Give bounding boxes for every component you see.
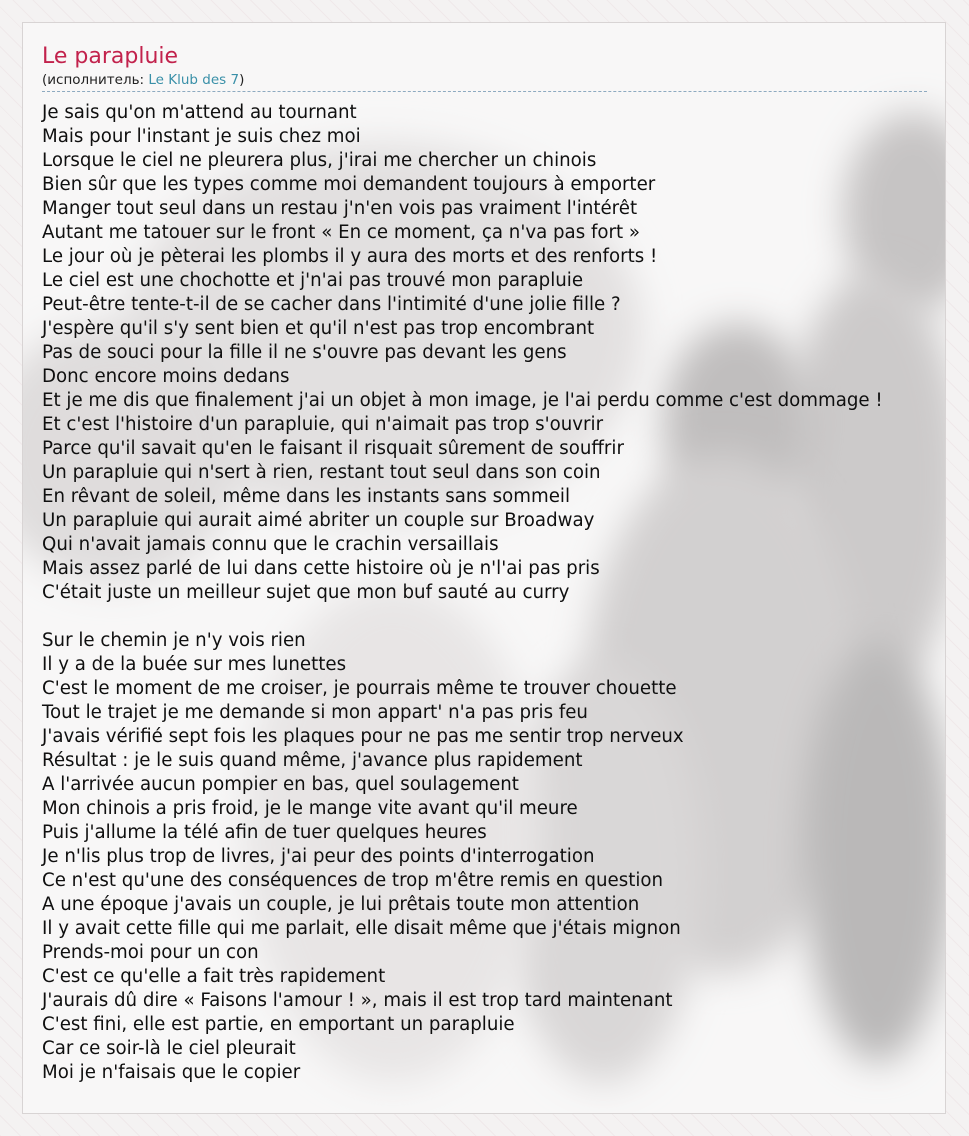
lyric-line: C'est ce qu'elle a fait très rapidement <box>42 966 386 987</box>
lyric-line: Parce qu'il savait qu'en le faisant il risquait sûrement de souffrir <box>42 438 624 459</box>
lyric-line: Mais assez parlé de lui dans cette histoire où je n'l'ai pas pris <box>42 558 600 579</box>
lyric-line: Ce n'est qu'une des conséquences de trop m'être remis en question <box>42 870 664 891</box>
lyric-line: Qui n'avait jamais connu que le crachin versaillais <box>42 534 499 555</box>
lyric-line: J'aurais dû dire « Faisons l'amour ! », mais il est trop tard maintenant <box>42 990 673 1011</box>
song-content <box>42 43 927 1085</box>
lyrics-card <box>22 22 946 1114</box>
lyric-line: Je sais qu'on m'attend au tournant <box>42 102 357 123</box>
lyric-line: Manger tout seul dans un restau j'n'en vois pas vraiment l'intérêt <box>42 198 638 219</box>
lyric-line: A l'arrivée aucun pompier en bas, quel soulagement <box>42 774 519 795</box>
lyric-line: Moi je n'faisais que le copier <box>42 1062 301 1083</box>
lyric-line: Un parapluie qui n'sert à rien, restant tout seul dans son coin <box>42 462 601 483</box>
lyric-line: Résultat : je le suis quand même, j'avance plus rapidement <box>42 750 583 771</box>
lyric-line: Et c'est l'histoire d'un parapluie, qui n'aimait pas trop s'ouvrir <box>42 414 604 435</box>
verse-1 <box>42 101 927 605</box>
lyric-line: Il y a de la buée sur mes lunettes <box>42 654 347 675</box>
lyric-line: Pas de souci pour la fille il ne s'ouvre pas devant les gens <box>42 342 567 363</box>
lyric-line: Lorsque le ciel ne pleurera plus, j'irai me chercher un chinois <box>42 150 597 171</box>
lyric-line: Un parapluie qui aurait aimé abriter un couple sur Broadway <box>42 510 595 531</box>
lyric-line: Mon chinois a pris froid, je le mange vite avant qu'il meure <box>42 798 578 819</box>
lyric-line: Le ciel est une chochotte et j'n'ai pas trouvé mon parapluie <box>42 270 584 291</box>
lyric-line: Et je me dis que finalement j'ai un objet à mon image, je l'ai perdu comme c'est dommage ! <box>42 390 883 411</box>
performer-link[interactable]: Le Klub des 7 <box>148 72 240 88</box>
lyric-line: Il y avait cette fille qui me parlait, elle disait même que j'étais mignon <box>42 918 681 939</box>
verse-2 <box>42 629 927 1085</box>
lyric-line: Tout le trajet je me demande si mon appart' n'a pas pris feu <box>42 702 588 723</box>
lyrics-text <box>42 101 927 1085</box>
lyric-line: C'était juste un meilleur sujet que mon buf sauté au curry <box>42 582 570 603</box>
performer-line <box>42 71 927 89</box>
lyric-line: J'avais vérifié sept fois les plaques pour ne pas me sentir trop nerveux <box>42 726 684 747</box>
lyric-line: C'est le moment de me croiser, je pourrais même te trouver chouette <box>42 678 677 699</box>
performer-prefix: (исполнитель: <box>42 72 149 88</box>
lyric-line: Prends-moi pour un con <box>42 942 259 963</box>
lyric-line: En rêvant de soleil, même dans les instants sans sommeil <box>42 486 570 507</box>
lyric-line: Donc encore moins dedans <box>42 366 290 387</box>
lyric-line: Sur le chemin je n'y vois rien <box>42 630 306 651</box>
lyric-line: A une époque j'avais un couple, je lui prêtais toute mon attention <box>42 894 640 915</box>
lyric-line: Car ce soir-là le ciel pleurait <box>42 1038 296 1059</box>
lyric-line: J'espère qu'il s'y sent bien et qu'il n'est pas trop encombrant <box>42 318 595 339</box>
lyric-line: Bien sûr que les types comme moi demandent toujours à emporter <box>42 174 656 195</box>
performer-suffix: ) <box>239 72 245 88</box>
song-title: Le parapluie <box>42 44 179 69</box>
lyric-line: Autant me tatouer sur le front « En ce moment, ça n'va pas fort » <box>42 222 641 243</box>
title-divider <box>42 91 927 92</box>
lyric-line: Mais pour l'instant je suis chez moi <box>42 126 361 147</box>
lyric-line: Peut-être tente-t-il de se cacher dans l'intimité d'une jolie fille ? <box>42 294 621 315</box>
lyric-line: Le jour où je pèterai les plombs il y aura des morts et des renforts ! <box>42 246 658 267</box>
lyric-line: Puis j'allume la télé afin de tuer quelques heures <box>42 822 487 843</box>
lyric-line: Je n'lis plus trop de livres, j'ai peur des points d'interrogation <box>42 846 595 867</box>
lyric-line: C'est fini, elle est partie, en emportant un parapluie <box>42 1014 515 1035</box>
